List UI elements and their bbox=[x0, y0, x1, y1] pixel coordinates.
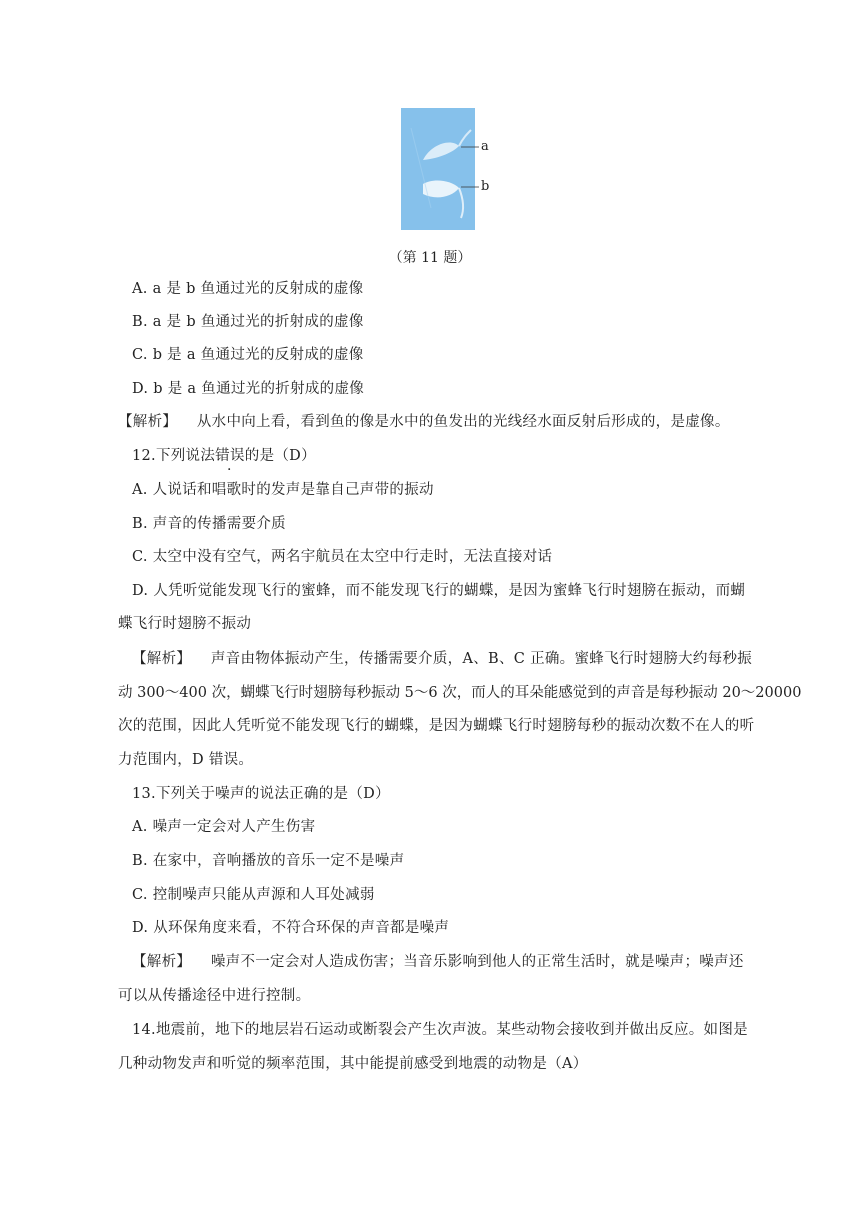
q12-stem-post: 的是（D） bbox=[244, 448, 316, 464]
q12-analysis-line-2: 动 300～400 次，蝴蝶飞行时翅膀每秒振动 5～6 次，而人的耳朵能感觉到的声音是每秒振动 20～20000 bbox=[118, 685, 802, 701]
q12-analysis-line-3: 次的范围，因此人凭听觉不能发现飞行的蝴蝶，是因为蝴蝶飞行时翅膀每秒的振动次数不在人的听 bbox=[118, 718, 755, 734]
q12-stem-pre: 12.下列说法 bbox=[132, 448, 216, 464]
figure-label-a: a bbox=[481, 139, 489, 154]
q11-option-c: C. b 是 a 鱼通过光的反射成的虚像 bbox=[132, 347, 364, 363]
q14-stem-line-2: 几种动物发声和听觉的频率范围，其中能提前感受到地震的动物是（A） bbox=[118, 1056, 588, 1072]
q11-option-a: A. a 是 b 鱼通过光的反射成的虚像 bbox=[132, 281, 364, 297]
q11-option-b: B. a 是 b 鱼通过光的折射成的虚像 bbox=[132, 314, 364, 330]
q12-stem-emphasis: 错误 bbox=[215, 448, 245, 464]
q13-analysis-line-2: 可以从传播途径中进行控制。 bbox=[118, 988, 311, 1004]
analysis-text: 声音由物体振动产生，传播需要介质，A、B、C 正确。蜜蜂飞行时翅膀大约每秒振 bbox=[210, 651, 753, 667]
q11-analysis bbox=[118, 412, 730, 432]
figure-caption: （第 11 题） bbox=[388, 250, 472, 266]
analysis-tag: 【解析】 bbox=[118, 414, 178, 430]
q12-option-c: C. 太空中没有空气，两名宇航员在太空中行走时，无法直接对话 bbox=[132, 549, 553, 565]
q13-stem: 13.下列关于噪声的说法正确的是（D） bbox=[132, 786, 390, 802]
q12-analysis-line-4: 力范围内，D 错误。 bbox=[118, 752, 254, 768]
q12-option-d: D. 人凭听觉能发现飞行的蜜蜂，而不能发现飞行的蝴蝶，是因为蜜蜂飞行时翅膀在振动，而蝴 bbox=[132, 583, 746, 599]
q11-option-d: D. b 是 a 鱼通过光的折射成的虚像 bbox=[132, 381, 365, 397]
figure-label-b: b bbox=[481, 179, 490, 194]
q13-option-d: D. 从环保角度来看，不符合环保的声音都是噪声 bbox=[132, 920, 450, 936]
analysis-text: 从水中向上看，看到鱼的像是水中的鱼发出的光线经水面反射后形成的，是虚像。 bbox=[196, 414, 730, 430]
q13-option-b: B. 在家中，音响播放的音乐一定不是噪声 bbox=[132, 853, 405, 869]
q12-option-d-cont: 蝶飞行时翅膀不振动 bbox=[118, 616, 252, 632]
label-leader-lines bbox=[461, 140, 481, 200]
q14-stem: 14.地震前，地下的地层岩石运动或断裂会产生次声波。某些动物会接收到并做出反应。如图是 bbox=[132, 1022, 748, 1038]
q12-analysis bbox=[132, 649, 752, 669]
q12-option-a: A. 人说话和唱歌时的发声是靠自己声带的振动 bbox=[132, 482, 434, 498]
q13-option-c: C. 控制噪声只能从声源和人耳处减弱 bbox=[132, 887, 375, 903]
analysis-tag: 【解析】 bbox=[132, 954, 192, 970]
q13-analysis bbox=[132, 952, 744, 972]
q12-stem bbox=[132, 446, 316, 466]
q12-option-b: B. 声音的传播需要介质 bbox=[132, 516, 286, 532]
analysis-text: 噪声不一定会对人造成伤害；当音乐影响到他人的正常生活时，就是噪声；噪声还 bbox=[210, 954, 744, 970]
q13-option-a: A. 噪声一定会对人产生伤害 bbox=[132, 819, 316, 835]
analysis-tag: 【解析】 bbox=[132, 651, 192, 667]
